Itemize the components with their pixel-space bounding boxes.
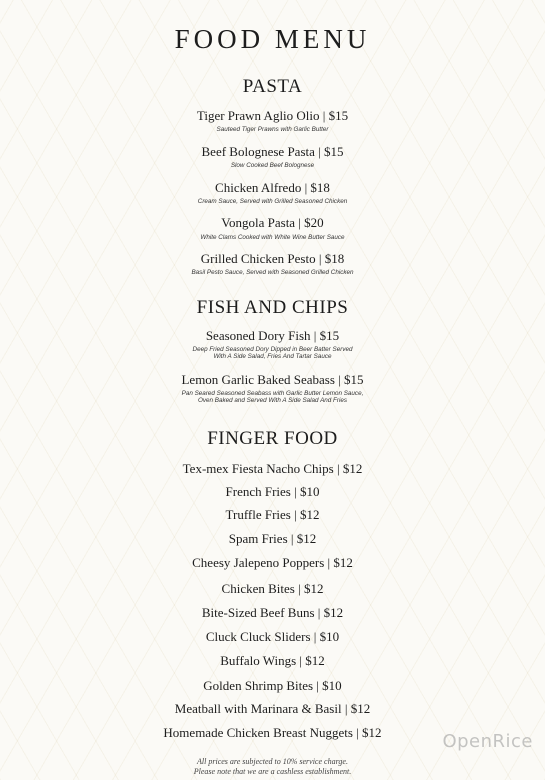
menu-item-description: With A Side Salad, Fries And Tartar Sauce xyxy=(213,353,332,360)
menu-item-name: Buffalo Wings | $12 xyxy=(220,653,325,668)
menu-item-name: Truffle Fries | $12 xyxy=(225,507,320,522)
menu-item-name: Seasoned Dory Fish | $15 xyxy=(205,328,340,343)
menu-item-name: Bite-Sized Beef Buns | $12 xyxy=(201,605,344,620)
menu-item-name: Chicken Alfredo | $18 xyxy=(215,180,330,195)
menu-item-name: Homemade Chicken Breast Nuggets | $12 xyxy=(163,725,382,740)
menu-item-name: Vongola Pasta | $20 xyxy=(221,215,324,230)
section-heading-finger-food: FINGER FOOD xyxy=(207,428,338,449)
footer-note-service-charge: All prices are subjected to 10% service charge. xyxy=(197,757,348,766)
section-heading-fish-and-chips: FISH AND CHIPS xyxy=(196,297,349,318)
menu-item-description: Deep Fried Seasoned Dory Dipped in Beer Batter Served xyxy=(192,346,353,353)
footer-note-cashless: Please note that we are a cashless establishment. xyxy=(193,767,352,776)
menu-item-name: Tex-mex Fiesta Nacho Chips | $12 xyxy=(182,461,363,476)
menu-item-description: Basil Pesto Sauce, Served with Seasoned Grilled Chicken xyxy=(191,269,354,276)
menu-title: FOOD MENU xyxy=(174,24,371,54)
menu-item-name: Chicken Bites | $12 xyxy=(221,581,324,596)
menu-item-name: Spam Fries | $12 xyxy=(228,531,317,546)
menu-item-name: Tiger Prawn Aglio Olio | $15 xyxy=(196,108,349,123)
menu-item-name: Meatball with Marinara & Basil | $12 xyxy=(174,701,371,716)
menu-item-name: Lemon Garlic Baked Seabass | $15 xyxy=(181,372,364,387)
menu-item-name: Golden Shrimp Bites | $10 xyxy=(203,678,342,693)
menu-item-description: Cream Sauce, Served with Grilled Seasoned Chicken xyxy=(197,198,348,205)
menu-item-name: Beef Bolognese Pasta | $15 xyxy=(201,144,344,159)
menu-item-description: Sauteed Tiger Prawns with Garlic Butter xyxy=(216,126,329,133)
menu-item-description: White Clams Cooked with White Wine Butter Sauce xyxy=(200,234,345,241)
section-heading-pasta: PASTA xyxy=(242,76,303,97)
menu-item-description: Slow Cooked Beef Bolognese xyxy=(230,162,315,169)
menu-item-description: Oven Baked and Served With A Side Salad And Fries xyxy=(197,397,348,404)
menu-item-name: French Fries | $10 xyxy=(225,484,320,499)
menu-item-description: Pan Seared Seasoned Seabass with Garlic Butter Lemon Sauce, xyxy=(181,390,364,397)
openrice-watermark: OpenRice xyxy=(442,731,533,752)
menu-item-name: Cheesy Jalepeno Poppers | $12 xyxy=(192,555,353,570)
menu-item-name: Grilled Chicken Pesto | $18 xyxy=(200,251,345,266)
menu-item-name: Cluck Cluck Sliders | $10 xyxy=(205,629,340,644)
